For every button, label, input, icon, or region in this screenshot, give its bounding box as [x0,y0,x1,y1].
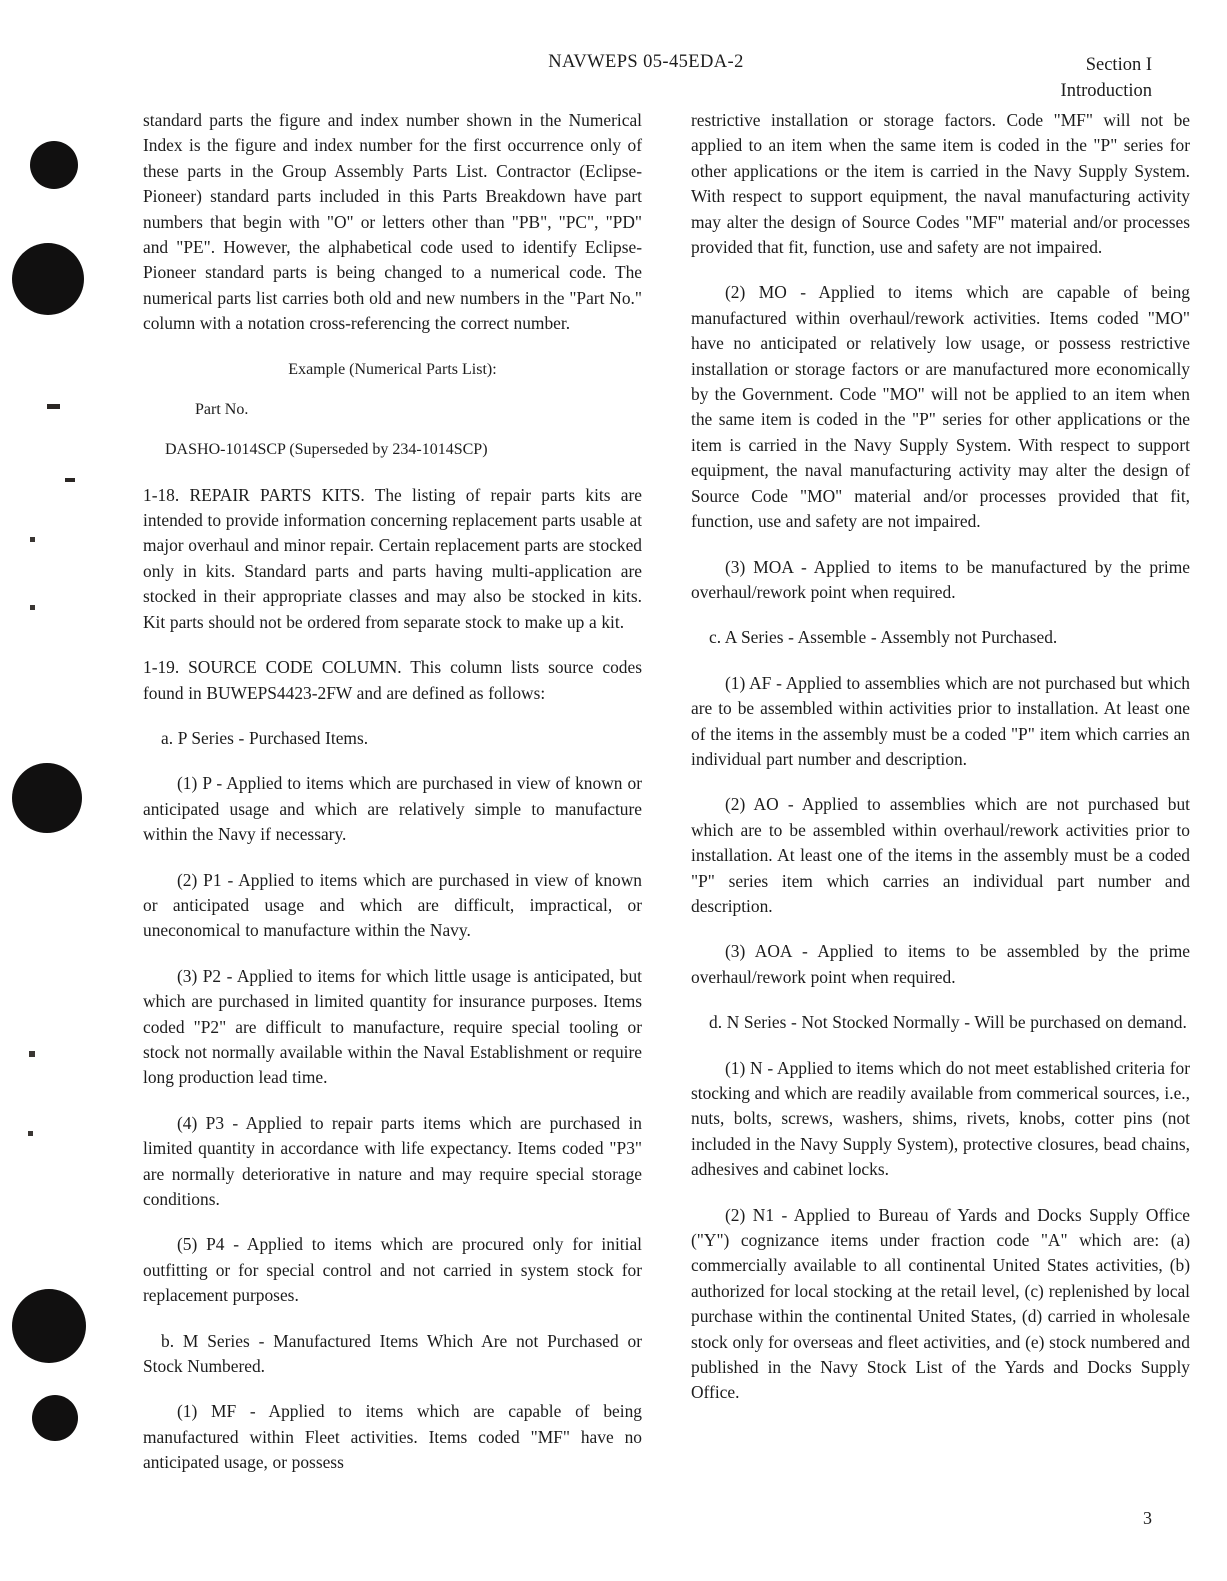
scan-speck [30,605,35,610]
scan-blob [12,1289,86,1363]
item-b-2-mo: (2) MO - Applied to items which are capable of being manufactured within overhaul/rework activities. Items coded "MO" have no anticipated or relatively low usage, or possess restrictive installation or storage factors or are manufactured more economically by the Government. Code "MO" will not be applied to an item when the same item is coded in the "P" series for other applications or the item is carried in the Navy Supply System. With respect to support equipment, the naval manufacturing activity may alter the design of Source Code "MO" material and/or processes provided that fit, function, use and safety are not impaired. [691,282,1190,532]
scan-speck [30,537,35,542]
example-part-no-label: Part No. [195,400,249,418]
item-a-5-p4: (5) P4 - Applied to items which are procured only for initial outfitting or for special control and not carried in system stock for replacement purposes. [143,1234,642,1306]
scan-dash-mark [65,478,75,482]
header-section-label: Section I [1085,55,1152,75]
body-columns [143,108,1190,1473]
right-column [691,108,1190,1468]
scan-blob [32,1395,78,1441]
item-b-3-moa: (3) MOA - Applied to items to be manufactured by the prime overhaul/rework point when required. [691,556,1190,602]
item-c-3-aoa: (3) AOA - Applied to items to be assembled by the prime overhaul/rework point when required. [691,941,1190,987]
item-d-n-series: d. N Series - Not Stocked Normally - Will be purchased on demand. [709,1012,1187,1033]
left-column [143,108,642,1473]
item-a-1-p: (1) P - Applied to items which are purchased in view of known or anticipated usage and which are relatively simple to manufacture within the Navy if necessary. [143,773,642,845]
scan-dash-mark [47,404,60,409]
scan-blob [12,763,82,833]
page-number: 3 [1143,1508,1152,1528]
scan-blob [12,243,84,315]
page-header [140,52,1152,112]
example-heading: Example (Numerical Parts List): [288,360,497,378]
standard-parts-continued: standard parts the figure and index number shown in the Numerical Index is the figure and index number for the first occurrence only of these parts in the Group Assembly Parts List. Contractor (Eclipse-Pioneer) standard parts included in this Parts Breakdown have part numbers that begin with "O" or letters other than "PB", "PC", "PD" and "PE". However, the alphabetical code used to identify Eclipse-Pioneer standard parts is being changed to a numerical code. The numerical parts list carries both old and new numbers in the "Part No." column with a notation cross-referencing the correct number. [143,110,642,334]
header-subsection-label: Introduction [1060,81,1152,101]
item-c-a-series: c. A Series - Assemble - Assembly not Purchased. [709,627,1058,648]
header-document-number: NAVWEPS 05-45EDA-2 [548,52,744,72]
scan-speck [28,1131,33,1136]
item-b-1-mf: (1) MF - Applied to items which are capable of being manufactured within Fleet activities. Items coded "MF" have no anticipated usage, or possess [143,1401,642,1473]
item-a-4-p3: (4) P3 - Applied to repair parts items which are purchased in limited quantity in accordance with life expectancy. Items coded "P3" are normally deteriorative in nature and may require special storage conditions. [143,1112,642,1209]
example-part-number: DASHO-1014SCP (Superseded by 234-1014SCP) [165,440,488,458]
item-c-1-af: (1) AF - Applied to assemblies which are not purchased but which are to be assembled within activities prior to installation. At least one of the items in the assembly must be a coded "P" item which carries an individual part number and description. [691,672,1190,769]
item-c-2-ao: (2) AO - Applied to assemblies which are not purchased but which are to be assembled within overhaul/rework activities prior to installation. At least one of the items in the assembly must be a coded "P" series item which carries an individual part number and description. [691,794,1190,916]
header-section-block [1061,52,1152,104]
item-b-m-series: b. M Series - Manufactured Items Which Are not Purchased or Stock Numbered. [143,1330,642,1377]
paragraph-1-19-source-code-column: 1-19. SOURCE CODE COLUMN. This column lists source codes found in BUWEPS4423-2FW and are defined as follows: [143,657,642,703]
scan-speck [29,1051,35,1057]
item-a-p-series: a. P Series - Purchased Items. [161,727,369,748]
scan-blob [30,141,78,189]
item-a-3-p2: (3) P2 - Applied to items for which little usage is anticipated, but which are purchased in limited quantity for insurance purposes. Items coded "P2" are difficult to manufacture, require special tooling or stock not normally available within the Naval Establishment or require long production lead time. [143,965,642,1088]
item-d-2-n1: (2) N1 - Applied to Bureau of Yards and Docks Supply Office ("Y") cognizance items under fraction code "A" which are: (a) commercially available to all continental United States activities, (b) authorized for local stocking at the retail level, (c) replenished by local purchase within the continental United States, (d) carried in wholesale stock only for overseas and fleet activities, and (e) stock numbered and published in the Navy Stock List of the Yards and Docks Supply Office. [691,1204,1190,1403]
item-d-1-n: (1) N - Applied to items which do not meet established criteria for stocking and which are readily available from commerical sources, i.e., nuts, bolts, screws, washers, shims, rivets, knobs, cotter pins (not included in the Navy Supply System), protective closures, bead chains, adhesives and cabinet locks. [691,1057,1190,1180]
paragraph-1-18-repair-parts-kits: 1-18. REPAIR PARTS KITS. The listing of repair parts kits are intended to provide information concerning replacement parts usable at major overhaul and minor repair. Certain replacement parts are stocked only in kits. Standard parts and parts having multi-application are stocked in their appropriate classes and may also be stocked in kits. Kit parts should not be ordered from separate stock to make up a kit. [143,484,642,632]
mf-continued: restrictive installation or storage factors. Code "MF" will not be applied to an item when the same item is coded in the "P" series for other applications or the item is carried in the Navy Supply System. With respect to support equipment, the naval manufacturing activity may alter the design of Source Codes "MF" material and/or processes provided that fit, function, use and safety are not impaired. [691,110,1190,258]
item-a-2-p1: (2) P1 - Applied to items which are purchased in view of known or anticipated usage and which are difficult, impractical, or uneconomical to manufacture within the Navy. [143,869,642,941]
